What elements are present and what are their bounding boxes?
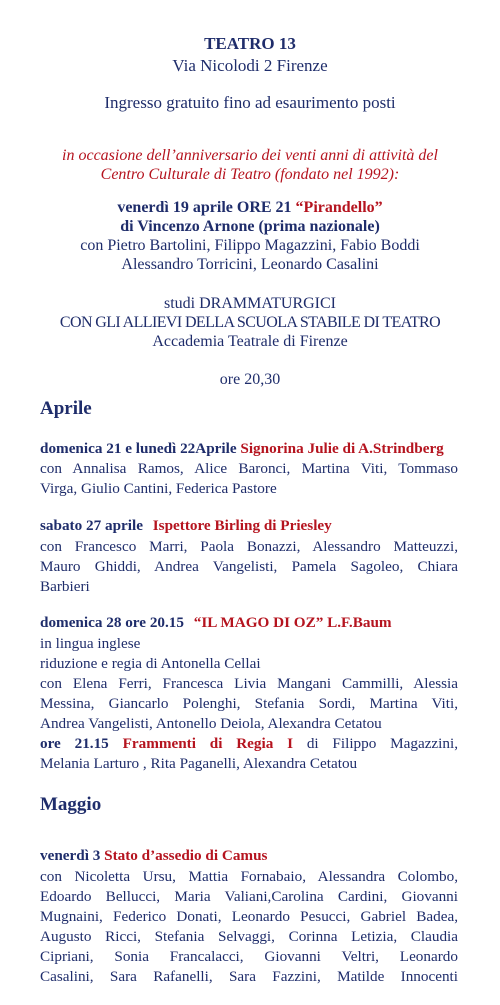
occasion-line-2: Centro Culturale di Teatro (fondato nel 1992): (100, 166, 400, 183)
maggio-event-1-cast-2: Edoardo Bellucci, Maria Valiani,Carolina Cardini, Giovanni (40, 888, 458, 905)
aprile-event-3-language: in lingua inglese (40, 635, 141, 652)
studies-line-2: CON GLI ALLIEVI DELLA SCUOLA STABILE DI TEATRO (59, 314, 441, 331)
entry-note: Ingresso gratuito fino ad esaurimento posti (104, 93, 396, 112)
maggio-event-1-cast-6: Casalini, Sara Rafanelli, Sara Fazzini, Matilde Innocenti (40, 968, 458, 985)
theatre-address: Via Nicolodi 2 Firenze (172, 56, 328, 75)
event-date: sabato 27 aprile (40, 517, 143, 534)
section-heading-aprile: Aprile (40, 398, 92, 419)
premiere-date: venerdì 19 aprile ORE 21 (117, 199, 292, 216)
event-title: “IL MAGO DI OZ” (193, 614, 324, 631)
maggio-event-1-cast-5: Cipriani, Sonia Francalacci, Giovanni Veltri, Leonardo (40, 948, 458, 965)
event-date: domenica 28 ore 20.15 (40, 614, 184, 631)
premiere-title: “Pirandello” (295, 199, 383, 216)
premiere-cast-1: con Pietro Bartolini, Filippo Magazzini, Fabio Boddi (80, 237, 420, 254)
aprile-event-1-headline (40, 439, 458, 458)
event-title: Stato d’assedio di Camus (104, 847, 268, 864)
event-title: Signorina Julie di A.Strindberg (240, 440, 444, 457)
aprile-event-3-headline (40, 613, 458, 632)
premiere-cast-2: Alessandro Torricini, Leonardo Casalini (121, 256, 379, 273)
event-date: domenica 21 e lunedì 22Aprile (40, 440, 237, 457)
theatre-title: TEATRO 13 (204, 34, 296, 53)
maggio-event-1-headline (40, 846, 458, 865)
aprile-event-1-cast-1: con Annalisa Ramos, Alice Baronci, Martina Viti, Tommaso (40, 460, 458, 477)
maggio-event-1-cast-1: con Nicoletta Ursu, Mattia Fornabaio, Alessandra Colombo, (40, 868, 458, 885)
premiere-headline (0, 198, 500, 217)
aprile-event-2-cast-1: con Francesco Marri, Paola Bonazzi, Alessandro Matteuzzi, (40, 538, 458, 555)
maggio-event-1-cast-4: Augusto Ricci, Stefania Selvaggi, Corinna Letizia, Claudia (40, 928, 458, 945)
aprile-event-3-cast-3: Andrea Vangelisti, Antonello Deiola, Alexandra Cetatou (40, 715, 382, 732)
occasion-line-1: in occasione dell’anniversario dei venti anni di attività del (62, 147, 438, 164)
aprile-event-2-cast-2: Mauro Ghiddi, Andrea Vangelisti, Pamela Sagoleo, Chiara (40, 558, 458, 575)
studies-line-1: studi DRAMMATURGICI (163, 295, 336, 312)
event-title: Frammenti di Regia I (122, 735, 294, 752)
studies-line-3: Accademia Teatrale di Firenze (152, 333, 348, 350)
aprile-event-3-cast-5: Melania Larturo , Rita Paganelli, Alexandra Cetatou (40, 755, 358, 772)
aprile-event-2-headline (40, 516, 458, 535)
studies-time: ore 20,30 (219, 371, 281, 388)
event-time: ore 21.15 (40, 735, 109, 752)
aprile-event-2-cast-3: Barbieri (40, 578, 90, 595)
aprile-event-1-cast-2: Virga, Giulio Cantini, Federica Pastore (40, 480, 277, 497)
aprile-event-3-direction: riduzione e regia di Antonella Cellai (40, 655, 261, 672)
aprile-event-3-second-show (40, 734, 458, 753)
aprile-event-3-cast-1: con Elena Ferri, Francesca Livia Mangani Cammilli, Alessia (40, 675, 458, 692)
aprile-event-3-cast-2: Messina, Giancarlo Polenghi, Stefania Sordi, Martina Viti, (40, 695, 458, 712)
maggio-event-1-cast-3: Mugnaini, Federico Donati, Leonardo Pesucci, Gabriel Badea, (40, 908, 458, 925)
premiere-author: di Vincenzo Arnone (prima nazionale) (120, 218, 380, 235)
event-cast: di Filippo Magazzini, (306, 735, 459, 752)
event-title: Ispettore Birling di Priesley (152, 517, 332, 534)
event-date: venerdì 3 (40, 847, 101, 864)
event-author: L.F.Baum (327, 614, 392, 631)
section-heading-maggio: Maggio (40, 794, 102, 815)
